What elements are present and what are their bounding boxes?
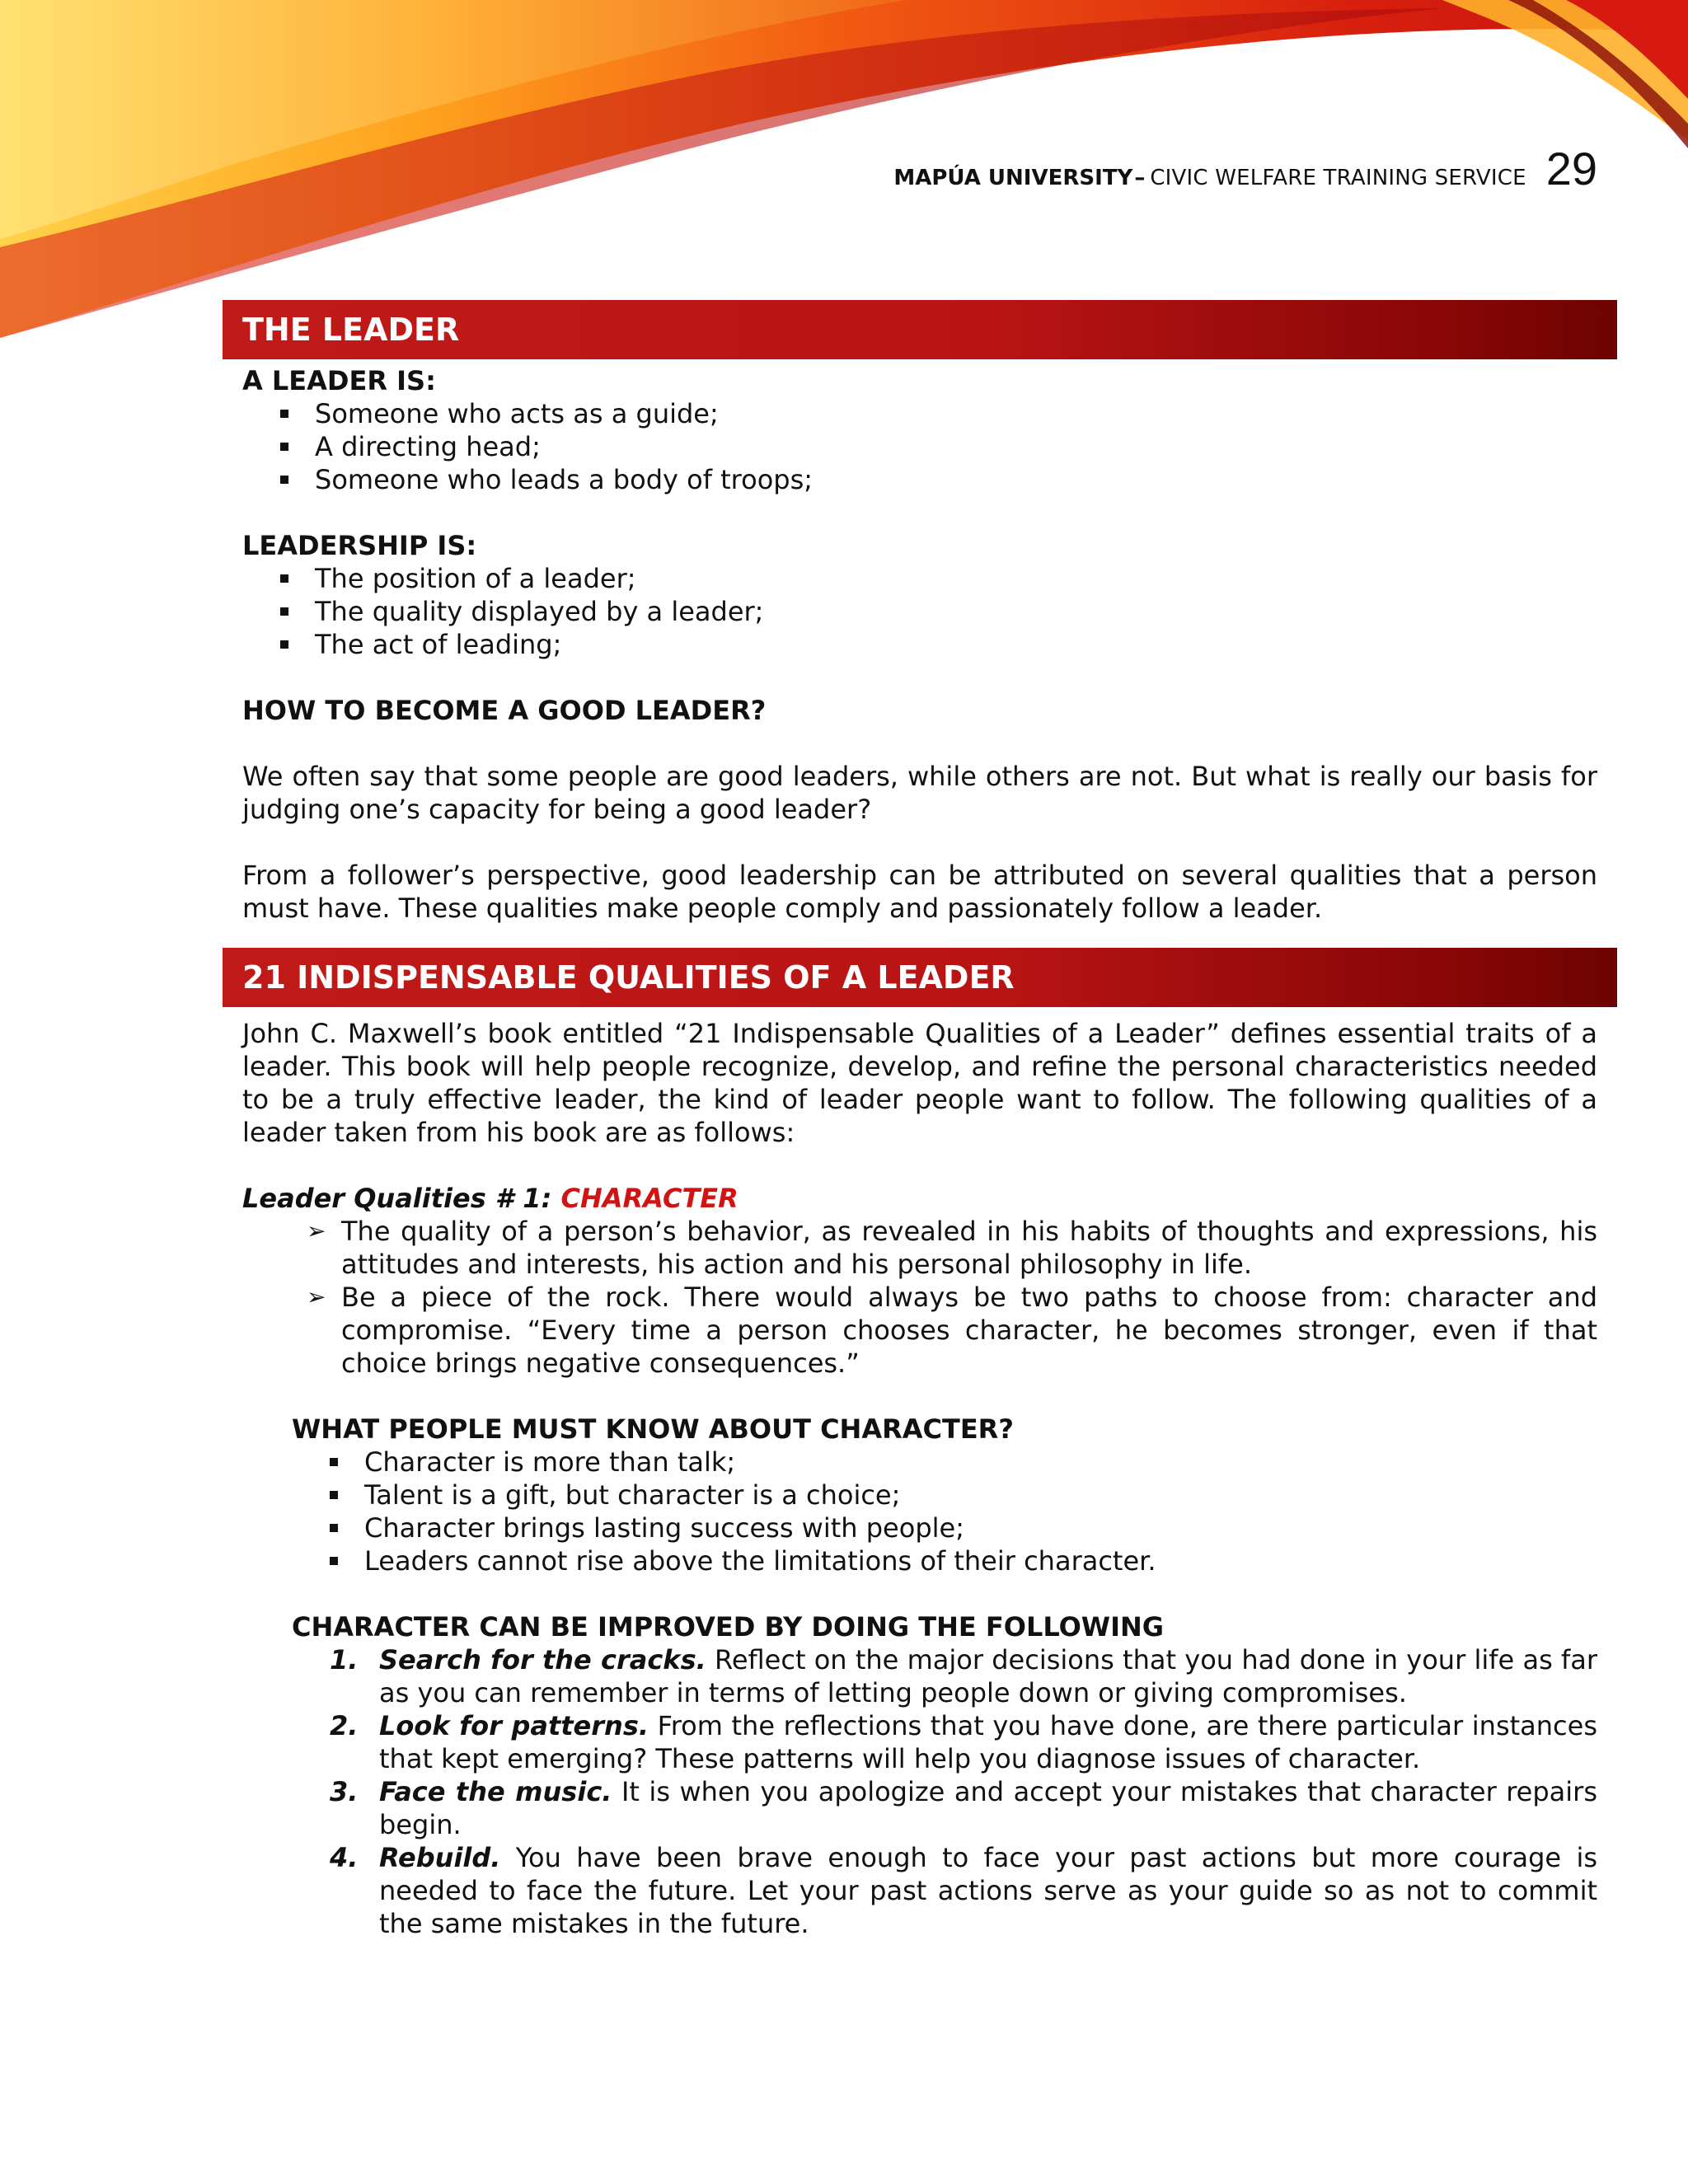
step-lead: Rebuild.: [379, 1842, 501, 1873]
list-item: ➢ Be a piece of the rock. There would always be two paths to choose from: character and compromise. “Every time a person chooses character, he becomes stronger, even if that choice brings negative consequences.”: [242, 1281, 1597, 1380]
header-university: MAPÚA UNIVERSITY: [893, 166, 1133, 190]
step-text: You have been brave enough to face your past actions but more courage is needed to face the future. Let your past actions serve as your guide so as not to commit the same mistakes in the future.: [379, 1842, 1597, 1939]
list-item: 4. Rebuild. You have been brave enough to face your past actions but more courage is needed to face the future. Let your past actions serve as your guide so as not to commit the same mistakes in the future.: [330, 1842, 1597, 1939]
leader-is-list: [242, 397, 1597, 496]
section-banner-the-leader: THE LEADER: [223, 300, 1617, 359]
section-banner-21-qualities: 21 INDISPENSABLE QUALITIES OF A LEADER: [223, 948, 1617, 1007]
improve-steps: [292, 1643, 1597, 1940]
header-dash: –: [1134, 166, 1146, 190]
list-item: A directing head;: [242, 430, 1597, 463]
quality-prefix: Leader Qualities # 1:: [242, 1183, 561, 1214]
quality-name: CHARACTER: [560, 1183, 738, 1214]
page-number: 29: [1545, 143, 1597, 194]
step-lead: Face the music.: [379, 1776, 612, 1807]
list-item: Character is more than talk;: [292, 1446, 1597, 1479]
list-item: ➢ The quality of a person’s behavior, as revealed in his habits of thoughts and expressions, his attitudes and interests, his action and his personal philosophy in life.: [242, 1215, 1597, 1281]
step-lead: Look for patterns.: [379, 1710, 649, 1741]
paragraph-maxwell-intro: John C. Maxwell’s book entitled “21 Indispensable Qualities of a Leader” defines essential traits of a leader. This book will help people recognize, develop, and refine the personal characteristics needed to be a truly effective leader, the kind of leader people want to follow. The following qualities of a leader taken from his book are as follows:: [242, 1018, 1597, 1148]
list-item: 2. Look for patterns. From the reflections that you have done, are there particular instances that kept emerging? These patterns will help you diagnose issues of character.: [330, 1710, 1598, 1774]
know-label: WHAT PEOPLE MUST KNOW ABOUT CHARACTER?: [292, 1413, 1014, 1445]
list-item: Character brings lasting success with people;: [292, 1511, 1597, 1544]
list-item: The quality displayed by a leader;: [242, 595, 1597, 628]
page-content: [223, 300, 1617, 1940]
paragraph-follower-perspective: From a follower’s perspective, good leadership can be attributed on several qualities that a person must have. These qualities make people comply and passionately follow a leader.: [242, 860, 1597, 924]
list-item: Someone who leads a body of troops;: [242, 463, 1597, 496]
list-item: 3. Face the music. It is when you apologize and accept your mistakes that character repairs begin.: [330, 1776, 1597, 1840]
list-item: Someone who acts as a guide;: [242, 397, 1597, 430]
leadership-is-list: [242, 562, 1597, 661]
header-service: CIVIC WELFARE TRAINING SERVICE: [1150, 166, 1526, 190]
how-to-become-label: HOW TO BECOME A GOOD LEADER?: [242, 695, 767, 726]
section-body-the-leader: [223, 364, 1617, 925]
know-list: [292, 1446, 1597, 1577]
improve-label: CHARACTER CAN BE IMPROVED BY DOING THE FOLLOWING: [292, 1611, 1165, 1643]
leadership-is-label: LEADERSHIP IS:: [242, 530, 477, 561]
list-item: Talent is a gift, but character is a choice;: [292, 1479, 1597, 1511]
know-about-character: [242, 1413, 1597, 1940]
section-body-21-qualities: [223, 1017, 1617, 1940]
list-item: Leaders cannot rise above the limitations of their character.: [292, 1544, 1597, 1577]
list-item: The act of leading;: [242, 628, 1597, 661]
list-item: The position of a leader;: [242, 562, 1597, 595]
list-item: 1. Search for the cracks. Reflect on the major decisions that you had done in your life as far as you can remember in terms of letting people down or giving compromises.: [330, 1644, 1598, 1708]
step-text: Reflect on the major decisions that you had done in your life as far as you can remember in terms of letting people down or giving compromises.: [379, 1644, 1598, 1708]
leader-is-label: A LEADER IS:: [242, 365, 436, 396]
step-text: It is when you apologize and accept your mistakes that character repairs begin.: [379, 1776, 1597, 1840]
quality-title: [242, 1182, 1597, 1215]
quality-points: [242, 1215, 1597, 1380]
step-text: From the reflections that you have done, are there particular instances that kept emerging? These patterns will help you diagnose issues of character.: [379, 1710, 1598, 1774]
paragraph-basis: We often say that some people are good leaders, while others are not. But what is really our basis for judging one’s capacity for being a good leader?: [242, 761, 1597, 825]
page-header: [893, 142, 1597, 195]
step-lead: Search for the cracks.: [379, 1644, 706, 1675]
